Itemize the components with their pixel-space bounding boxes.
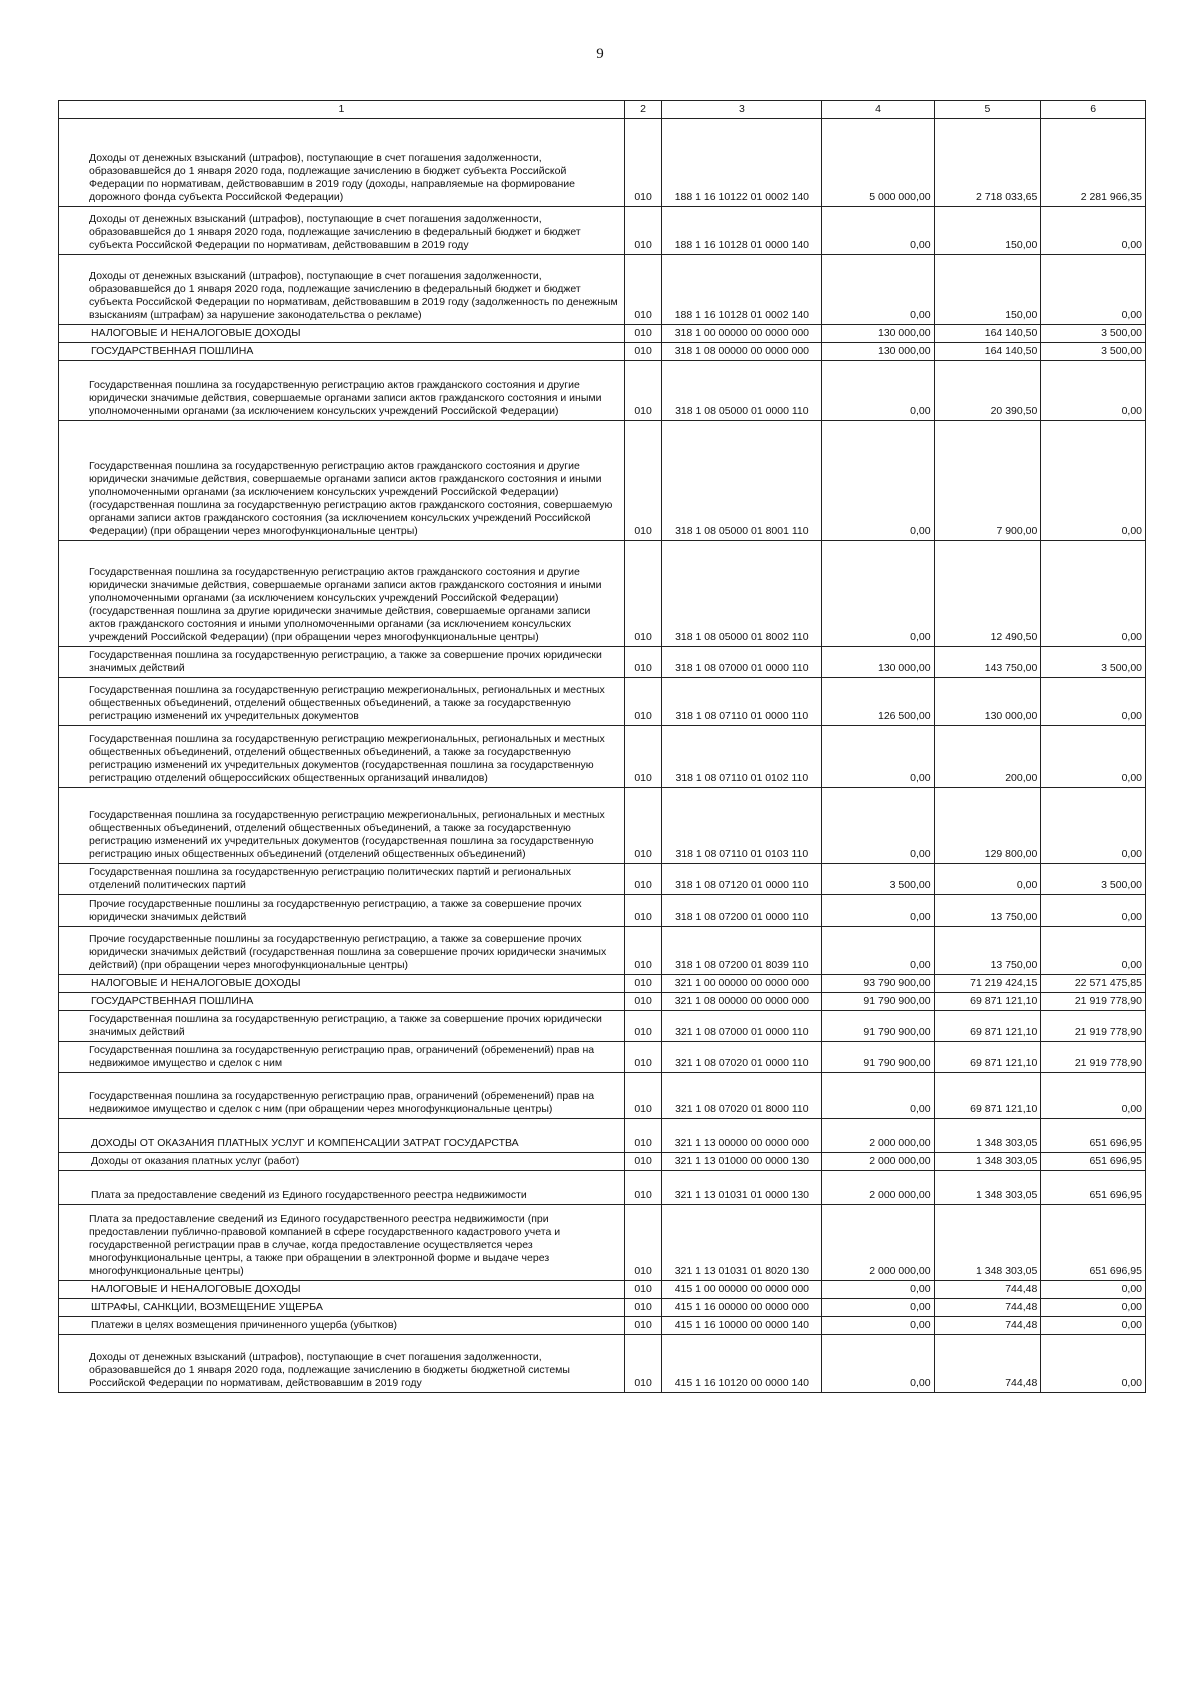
row-unexecuted-amount: 3 500,00 xyxy=(1041,343,1146,361)
row-approved-amount: 0,00 xyxy=(822,361,934,421)
row-executed-amount: 150,00 xyxy=(934,207,1041,255)
row-approved-amount: 130 000,00 xyxy=(822,343,934,361)
row-line-code: 010 xyxy=(624,421,661,541)
row-approved-amount: 2 000 000,00 xyxy=(822,1205,934,1281)
table-row xyxy=(59,927,1146,975)
table-row xyxy=(59,1042,1146,1073)
row-description: Государственная пошлина за государственную регистрацию межрегиональных, региональных и местных общественных объединений, отделений общественных объединений, а также за государственную регистрацию изменений их учредительных документов (государственная пошлина за государственную регистрацию иных общественных объединений (отделений общественных объединений) xyxy=(59,788,625,864)
row-description: Плата за предоставление сведений из Единого государственного реестра недвижимости xyxy=(59,1171,625,1205)
row-budget-code: 321 1 08 07020 01 8000 110 xyxy=(662,1073,822,1119)
row-approved-amount: 2 000 000,00 xyxy=(822,1171,934,1205)
row-unexecuted-amount: 3 500,00 xyxy=(1041,864,1146,895)
row-description: ШТРАФЫ, САНКЦИИ, ВОЗМЕЩЕНИЕ УЩЕРБА xyxy=(59,1299,625,1317)
row-unexecuted-amount: 651 696,95 xyxy=(1041,1205,1146,1281)
row-unexecuted-amount: 0,00 xyxy=(1041,895,1146,927)
row-approved-amount: 0,00 xyxy=(822,895,934,927)
row-executed-amount: 1 348 303,05 xyxy=(934,1153,1041,1171)
row-budget-code: 318 1 08 00000 00 0000 000 xyxy=(662,343,822,361)
row-approved-amount: 93 790 900,00 xyxy=(822,975,934,993)
row-approved-amount: 0,00 xyxy=(822,1317,934,1335)
table-row xyxy=(59,1171,1146,1205)
row-unexecuted-amount: 0,00 xyxy=(1041,421,1146,541)
row-executed-amount: 71 219 424,15 xyxy=(934,975,1041,993)
row-description: Государственная пошлина за государственную регистрацию прав, ограничений (обременений) прав на недвижимое имущество и сделок с ним xyxy=(59,1042,625,1073)
header-col-6: 6 xyxy=(1041,101,1146,119)
row-executed-amount: 130 000,00 xyxy=(934,678,1041,726)
header-col-5: 5 xyxy=(934,101,1041,119)
row-budget-code: 318 1 08 07110 01 0000 110 xyxy=(662,678,822,726)
row-approved-amount: 0,00 xyxy=(822,1073,934,1119)
table-row xyxy=(59,975,1146,993)
row-approved-amount: 130 000,00 xyxy=(822,647,934,678)
row-approved-amount: 0,00 xyxy=(822,927,934,975)
row-line-code: 010 xyxy=(624,895,661,927)
row-approved-amount: 0,00 xyxy=(822,788,934,864)
table-row xyxy=(59,325,1146,343)
row-executed-amount: 129 800,00 xyxy=(934,788,1041,864)
row-budget-code: 318 1 08 07000 01 0000 110 xyxy=(662,647,822,678)
row-description: НАЛОГОВЫЕ И НЕНАЛОГОВЫЕ ДОХОДЫ xyxy=(59,325,625,343)
row-unexecuted-amount: 0,00 xyxy=(1041,541,1146,647)
row-executed-amount: 69 871 121,10 xyxy=(934,1073,1041,1119)
row-executed-amount: 1 348 303,05 xyxy=(934,1205,1041,1281)
table-row xyxy=(59,1299,1146,1317)
row-description: Государственная пошлина за государственную регистрацию политических партий и региональных отделений политических партий xyxy=(59,864,625,895)
row-line-code: 010 xyxy=(624,927,661,975)
row-budget-code: 321 1 08 00000 00 0000 000 xyxy=(662,993,822,1011)
row-executed-amount: 12 490,50 xyxy=(934,541,1041,647)
row-description: Прочие государственные пошлины за государственную регистрацию, а также за совершение прочих юридически значимых действий xyxy=(59,895,625,927)
row-description: Доходы от оказания платных услуг (работ) xyxy=(59,1153,625,1171)
row-executed-amount: 143 750,00 xyxy=(934,647,1041,678)
table-row xyxy=(59,788,1146,864)
table-row xyxy=(59,1073,1146,1119)
row-line-code: 010 xyxy=(624,1119,661,1153)
row-budget-code: 188 1 16 10128 01 0000 140 xyxy=(662,207,822,255)
row-executed-amount: 0,00 xyxy=(934,864,1041,895)
row-line-code: 010 xyxy=(624,343,661,361)
row-budget-code: 188 1 16 10122 01 0002 140 xyxy=(662,119,822,207)
row-executed-amount: 20 390,50 xyxy=(934,361,1041,421)
header-col-2: 2 xyxy=(624,101,661,119)
row-budget-code: 318 1 08 05000 01 0000 110 xyxy=(662,361,822,421)
row-executed-amount: 69 871 121,10 xyxy=(934,1042,1041,1073)
row-description: Платежи в целях возмещения причиненного ущерба (убытков) xyxy=(59,1317,625,1335)
row-approved-amount: 91 790 900,00 xyxy=(822,1042,934,1073)
row-executed-amount: 164 140,50 xyxy=(934,343,1041,361)
row-executed-amount: 69 871 121,10 xyxy=(934,1011,1041,1042)
row-budget-code: 318 1 08 07110 01 0102 110 xyxy=(662,726,822,788)
table-row xyxy=(59,993,1146,1011)
row-line-code: 010 xyxy=(624,1011,661,1042)
row-approved-amount: 126 500,00 xyxy=(822,678,934,726)
header-col-4: 4 xyxy=(822,101,934,119)
row-line-code: 010 xyxy=(624,864,661,895)
row-approved-amount: 0,00 xyxy=(822,541,934,647)
row-executed-amount: 1 348 303,05 xyxy=(934,1171,1041,1205)
table-row xyxy=(59,255,1146,325)
row-unexecuted-amount: 0,00 xyxy=(1041,1335,1146,1393)
row-line-code: 010 xyxy=(624,1335,661,1393)
row-line-code: 010 xyxy=(624,119,661,207)
row-unexecuted-amount: 0,00 xyxy=(1041,788,1146,864)
row-executed-amount: 200,00 xyxy=(934,726,1041,788)
row-budget-code: 321 1 13 00000 00 0000 000 xyxy=(662,1119,822,1153)
row-budget-code: 415 1 16 10120 00 0000 140 xyxy=(662,1335,822,1393)
row-unexecuted-amount: 0,00 xyxy=(1041,678,1146,726)
row-description: Государственная пошлина за государственную регистрацию прав, ограничений (обременений) прав на недвижимое имущество и сделок с ним (при обращении через многофункциональные центры) xyxy=(59,1073,625,1119)
row-unexecuted-amount: 3 500,00 xyxy=(1041,647,1146,678)
row-unexecuted-amount: 651 696,95 xyxy=(1041,1119,1146,1153)
row-budget-code: 415 1 16 00000 00 0000 000 xyxy=(662,1299,822,1317)
row-approved-amount: 2 000 000,00 xyxy=(822,1119,934,1153)
row-budget-code: 318 1 00 00000 00 0000 000 xyxy=(662,325,822,343)
page-number: 9 xyxy=(596,46,604,62)
row-budget-code: 318 1 08 07200 01 0000 110 xyxy=(662,895,822,927)
row-approved-amount: 3 500,00 xyxy=(822,864,934,895)
row-line-code: 010 xyxy=(624,207,661,255)
row-executed-amount: 744,48 xyxy=(934,1299,1041,1317)
table-body xyxy=(59,119,1146,1393)
row-line-code: 010 xyxy=(624,1171,661,1205)
row-line-code: 010 xyxy=(624,1073,661,1119)
row-budget-code: 415 1 00 00000 00 0000 000 xyxy=(662,1281,822,1299)
row-unexecuted-amount: 0,00 xyxy=(1041,1317,1146,1335)
row-line-code: 010 xyxy=(624,993,661,1011)
row-unexecuted-amount: 0,00 xyxy=(1041,1073,1146,1119)
row-unexecuted-amount: 0,00 xyxy=(1041,255,1146,325)
row-unexecuted-amount: 0,00 xyxy=(1041,361,1146,421)
row-approved-amount: 0,00 xyxy=(822,1335,934,1393)
row-budget-code: 318 1 08 05000 01 8002 110 xyxy=(662,541,822,647)
row-line-code: 010 xyxy=(624,647,661,678)
row-unexecuted-amount: 21 919 778,90 xyxy=(1041,1011,1146,1042)
row-line-code: 010 xyxy=(624,1317,661,1335)
row-description: Государственная пошлина за государственную регистрацию актов гражданского состояния и другие юридически значимые действия, совершаемые органами записи актов гражданского состояния и иными уполномоченными органами (за исключением консульских учреждений Российской Федерации) (государственная пошлина за государственную регистрацию актов гражданского состояния, совершаемую органами записи актов гражданского состояния (за исключением консульских учреждений Российской Федерации) (при обращении через многофункциональные центры) xyxy=(59,421,625,541)
row-budget-code: 321 1 08 07020 01 0000 110 xyxy=(662,1042,822,1073)
row-approved-amount: 91 790 900,00 xyxy=(822,993,934,1011)
table-row xyxy=(59,361,1146,421)
row-executed-amount: 150,00 xyxy=(934,255,1041,325)
row-approved-amount: 0,00 xyxy=(822,207,934,255)
row-executed-amount: 744,48 xyxy=(934,1281,1041,1299)
table-row xyxy=(59,119,1146,207)
row-unexecuted-amount: 21 919 778,90 xyxy=(1041,993,1146,1011)
row-budget-code: 318 1 08 07200 01 8039 110 xyxy=(662,927,822,975)
table-row xyxy=(59,864,1146,895)
table-row xyxy=(59,726,1146,788)
row-executed-amount: 7 900,00 xyxy=(934,421,1041,541)
row-budget-code: 321 1 08 07000 01 0000 110 xyxy=(662,1011,822,1042)
row-approved-amount: 91 790 900,00 xyxy=(822,1011,934,1042)
row-unexecuted-amount: 3 500,00 xyxy=(1041,325,1146,343)
row-description: Доходы от денежных взысканий (штрафов), поступающие в счет погашения задолженности, образовавшейся до 1 января 2020 года, подлежащие зачислению в бюджеты бюджетной системы Российской Федерации по нормативам, действовавшим в 2019 году xyxy=(59,1335,625,1393)
row-line-code: 010 xyxy=(624,1299,661,1317)
row-unexecuted-amount: 22 571 475,85 xyxy=(1041,975,1146,993)
table-row xyxy=(59,541,1146,647)
table-row xyxy=(59,421,1146,541)
row-unexecuted-amount: 0,00 xyxy=(1041,1299,1146,1317)
row-budget-code: 318 1 08 05000 01 8001 110 xyxy=(662,421,822,541)
row-approved-amount: 130 000,00 xyxy=(822,325,934,343)
row-approved-amount: 0,00 xyxy=(822,255,934,325)
row-description: Плата за предоставление сведений из Единого государственного реестра недвижимости (при предоставлении публично-правовой компанией в сфере государственного кадастрового учета и государственной регистрации прав в случае, когда предоставление осуществляется через многофункциональные центры, а также при обращении в электронной форме и выдаче через многофункциональные центры) xyxy=(59,1205,625,1281)
row-line-code: 010 xyxy=(624,788,661,864)
row-description: ГОСУДАРСТВЕННАЯ ПОШЛИНА xyxy=(59,993,625,1011)
header-col-3: 3 xyxy=(662,101,822,119)
table-row xyxy=(59,1205,1146,1281)
row-budget-code: 415 1 16 10000 00 0000 140 xyxy=(662,1317,822,1335)
row-approved-amount: 0,00 xyxy=(822,421,934,541)
table-row xyxy=(59,1153,1146,1171)
row-budget-code: 321 1 13 01031 01 0000 130 xyxy=(662,1171,822,1205)
row-executed-amount: 164 140,50 xyxy=(934,325,1041,343)
row-executed-amount: 1 348 303,05 xyxy=(934,1119,1041,1153)
row-line-code: 010 xyxy=(624,726,661,788)
row-line-code: 010 xyxy=(624,1153,661,1171)
table-row xyxy=(59,207,1146,255)
row-budget-code: 188 1 16 10128 01 0002 140 xyxy=(662,255,822,325)
table-row xyxy=(59,647,1146,678)
row-budget-code: 318 1 08 07110 01 0103 110 xyxy=(662,788,822,864)
row-description: Государственная пошлина за государственную регистрацию межрегиональных, региональных и местных общественных объединений, отделений общественных объединений, а также за государственную регистрацию изменений их учредительных документов (государственная пошлина за государственную регистрацию отделений общероссийских общественных организаций инвалидов) xyxy=(59,726,625,788)
row-budget-code: 318 1 08 07120 01 0000 110 xyxy=(662,864,822,895)
table-row xyxy=(59,1119,1146,1153)
row-line-code: 010 xyxy=(624,678,661,726)
row-executed-amount: 2 718 033,65 xyxy=(934,119,1041,207)
table-row xyxy=(59,343,1146,361)
header-row xyxy=(59,101,1146,119)
row-budget-code: 321 1 13 01031 01 8020 130 xyxy=(662,1205,822,1281)
row-budget-code: 321 1 00 00000 00 0000 000 xyxy=(662,975,822,993)
row-unexecuted-amount: 651 696,95 xyxy=(1041,1171,1146,1205)
table-row xyxy=(59,678,1146,726)
row-description: ДОХОДЫ ОТ ОКАЗАНИЯ ПЛАТНЫХ УСЛУГ И КОМПЕНСАЦИИ ЗАТРАТ ГОСУДАРСТВА xyxy=(59,1119,625,1153)
row-line-code: 010 xyxy=(624,255,661,325)
row-approved-amount: 0,00 xyxy=(822,726,934,788)
row-unexecuted-amount: 0,00 xyxy=(1041,726,1146,788)
row-approved-amount: 5 000 000,00 xyxy=(822,119,934,207)
row-description: НАЛОГОВЫЕ И НЕНАЛОГОВЫЕ ДОХОДЫ xyxy=(59,1281,625,1299)
row-line-code: 010 xyxy=(624,1042,661,1073)
row-line-code: 010 xyxy=(624,1205,661,1281)
row-unexecuted-amount: 651 696,95 xyxy=(1041,1153,1146,1171)
table-row xyxy=(59,895,1146,927)
row-description: Государственная пошлина за государственную регистрацию межрегиональных, региональных и местных общественных объединений, отделений общественных объединений, а также за государственную регистрацию изменений их учредительных документов xyxy=(59,678,625,726)
revenue-table xyxy=(58,100,1146,1393)
row-line-code: 010 xyxy=(624,325,661,343)
row-description: Доходы от денежных взысканий (штрафов), поступающие в счет погашения задолженности, образовавшейся до 1 января 2020 года, подлежащие зачислению в бюджет субъекта Российской Федерации по нормативам, действовавшим в 2019 году (доходы, направляемые на формирование дорожного фонда субъекта Российской Федерации) xyxy=(59,119,625,207)
row-line-code: 010 xyxy=(624,1281,661,1299)
row-unexecuted-amount: 21 919 778,90 xyxy=(1041,1042,1146,1073)
row-unexecuted-amount: 0,00 xyxy=(1041,207,1146,255)
row-approved-amount: 0,00 xyxy=(822,1299,934,1317)
row-description: НАЛОГОВЫЕ И НЕНАЛОГОВЫЕ ДОХОДЫ xyxy=(59,975,625,993)
row-executed-amount: 744,48 xyxy=(934,1335,1041,1393)
row-unexecuted-amount: 0,00 xyxy=(1041,927,1146,975)
row-description: Доходы от денежных взысканий (штрафов), поступающие в счет погашения задолженности, образовавшейся до 1 января 2020 года, подлежащие зачислению в федеральный бюджет и бюджет субъекта Российской Федерации по нормативам, действовавшим в 2019 году xyxy=(59,207,625,255)
row-executed-amount: 13 750,00 xyxy=(934,895,1041,927)
row-unexecuted-amount: 0,00 xyxy=(1041,1281,1146,1299)
table-row xyxy=(59,1011,1146,1042)
row-line-code: 010 xyxy=(624,541,661,647)
row-budget-code: 321 1 13 01000 00 0000 130 xyxy=(662,1153,822,1171)
row-description: Государственная пошлина за государственную регистрацию, а также за совершение прочих юридически значимых действий xyxy=(59,1011,625,1042)
row-unexecuted-amount: 2 281 966,35 xyxy=(1041,119,1146,207)
row-line-code: 010 xyxy=(624,975,661,993)
header-col-1: 1 xyxy=(59,101,625,119)
row-description: Государственная пошлина за государственную регистрацию актов гражданского состояния и другие юридически значимые действия, совершаемые органами записи актов гражданского состояния и иными уполномоченными органами (за исключением консульских учреждений Российской Федерации) xyxy=(59,361,625,421)
row-executed-amount: 69 871 121,10 xyxy=(934,993,1041,1011)
row-executed-amount: 13 750,00 xyxy=(934,927,1041,975)
table-row xyxy=(59,1335,1146,1393)
table-row xyxy=(59,1281,1146,1299)
table-row xyxy=(59,1317,1146,1335)
row-description: ГОСУДАРСТВЕННАЯ ПОШЛИНА xyxy=(59,343,625,361)
row-description: Прочие государственные пошлины за государственную регистрацию, а также за совершение прочих юридически значимых действий (государственная пошлина за совершение прочих юридически значимых действий) (при обращении через многофункциональные центры) xyxy=(59,927,625,975)
row-line-code: 010 xyxy=(624,361,661,421)
row-approved-amount: 2 000 000,00 xyxy=(822,1153,934,1171)
row-approved-amount: 0,00 xyxy=(822,1281,934,1299)
row-description: Государственная пошлина за государственную регистрацию актов гражданского состояния и другие юридически значимые действия, совершаемые органами записи актов гражданского состояния и иными уполномоченными органами (за исключением консульских учреждений Российской Федерации) (государственная пошлина за другие юридически значимые действия, совершаемые органами записи актов гражданского состояния и иными уполномоченными органами (за исключением консульских учреждений Российской Федерации) (при обращении через многофункциональные центры) xyxy=(59,541,625,647)
row-description: Государственная пошлина за государственную регистрацию, а также за совершение прочих юридически значимых действий xyxy=(59,647,625,678)
row-executed-amount: 744,48 xyxy=(934,1317,1041,1335)
row-description: Доходы от денежных взысканий (штрафов), поступающие в счет погашения задолженности, образовавшейся до 1 января 2020 года, подлежащие зачислению в федеральный бюджет и бюджет субъекта Российской Федерации по нормативам, действовавшим в 2019 году (задолженность по денежным взысканиям (штрафам) за нарушение законодательства о рекламе) xyxy=(59,255,625,325)
